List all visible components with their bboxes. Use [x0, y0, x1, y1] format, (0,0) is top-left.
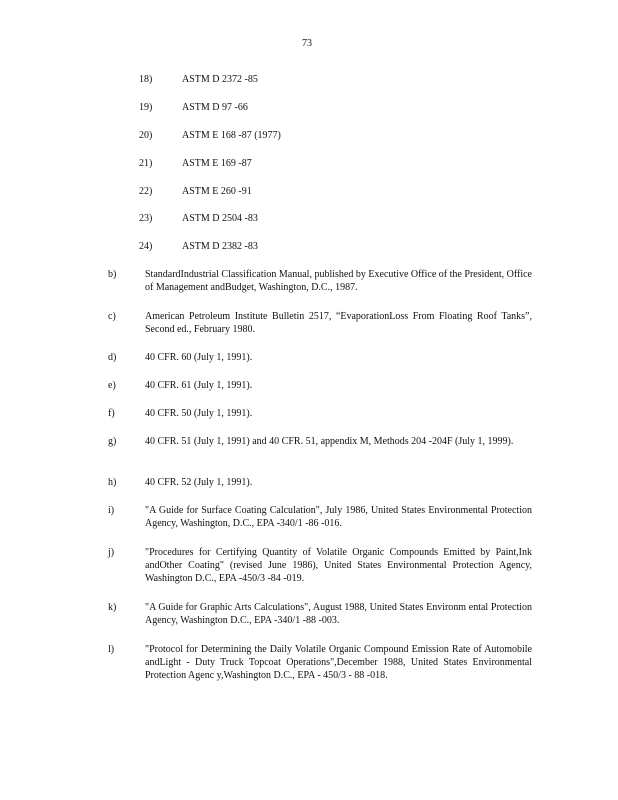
- list-item: [108, 351, 532, 364]
- item-text: "A Guide for Surface Coating Calculation", July 1986, United States Environmental Protection Agency, Washington, D.C., EPA -340/1 -86 -016.: [145, 505, 532, 529]
- list-item: [108, 643, 532, 682]
- item-text: ASTM D 97 -66: [182, 102, 248, 113]
- list-item: [108, 546, 532, 585]
- list-item: [108, 504, 532, 530]
- item-text: "Protocol for Determining the Daily Volatile Organic Compound Emission Rate of Automobile andLight - Duty Truck Topcoat Operations",December 1988, United States Environmental Protection Agenc y,Washington D.C., EPA - 450/3 - 88 -018.: [145, 644, 532, 681]
- item-text: 40 CFR. 50 (July 1, 1991).: [145, 408, 253, 419]
- item-text: ASTM D 2382 -83: [182, 241, 258, 252]
- item-letter: j): [108, 547, 115, 558]
- item-text: "Procedures for Certifying Quantity of Volatile Organic Compounds Emitted by Paint,Ink andOther Coating" (revised June 1986), United States Environmental Protection Agency, Washington D.C., EPA -450/3 -84 -019.: [145, 547, 532, 584]
- item-text: ASTM E 169 -87: [182, 158, 252, 169]
- item-text: 40 CFR. 51 (July 1, 1991) and 40 CFR. 51, appendix M, Methods 204 -204F (July 1, 1999).: [145, 436, 514, 447]
- item-text: ASTM E 168 -87 (1977): [182, 130, 281, 141]
- item-text: ASTM E 260 -91: [182, 186, 252, 197]
- item-letter: k): [108, 602, 117, 613]
- item-number: 20): [139, 130, 153, 141]
- list-item: [108, 379, 532, 392]
- item-text: American Petroleum Institute Bulletin 2517, “EvaporationLoss From Floating Roof Tanks”, Second ed., February 1980.: [145, 311, 532, 335]
- item-letter: i): [108, 505, 115, 516]
- item-text: ASTM D 2504 -83: [182, 213, 258, 224]
- list-item: [108, 476, 532, 489]
- item-text: 40 CFR. 52 (July 1, 1991).: [145, 477, 253, 488]
- item-letter: h): [108, 477, 117, 488]
- list-item: [108, 435, 532, 448]
- item-text: ASTM D 2372 -85: [182, 74, 258, 85]
- item-letter: e): [108, 380, 116, 391]
- item-text: 40 CFR. 60 (July 1, 1991).: [145, 352, 253, 363]
- item-number: 21): [139, 158, 153, 169]
- item-number: 24): [139, 241, 153, 252]
- item-text: "A Guide for Graphic Arts Calculations", August 1988, United States Environm ental Protection Agency, Washington D.C., EPA -340/1 -88 -003.: [145, 602, 532, 626]
- item-number: 23): [139, 213, 153, 224]
- item-text: StandardIndustrial Classification Manual, published by Executive Office of the President, Office of Management andBudget, Washington, D.C., 1987.: [145, 269, 532, 293]
- item-letter: f): [108, 408, 115, 419]
- list-item: [108, 601, 532, 627]
- list-item: [108, 310, 532, 336]
- item-letter: b): [108, 269, 117, 280]
- item-letter: g): [108, 436, 117, 447]
- list-item: [108, 268, 532, 294]
- page-number: 73: [302, 38, 312, 49]
- item-letter: d): [108, 352, 117, 363]
- item-number: 22): [139, 186, 153, 197]
- item-letter: c): [108, 311, 116, 322]
- item-number: 19): [139, 102, 153, 113]
- item-letter: l): [108, 644, 115, 655]
- list-item: [108, 407, 532, 420]
- item-text: 40 CFR. 61 (July 1, 1991).: [145, 380, 253, 391]
- item-number: 18): [139, 74, 153, 85]
